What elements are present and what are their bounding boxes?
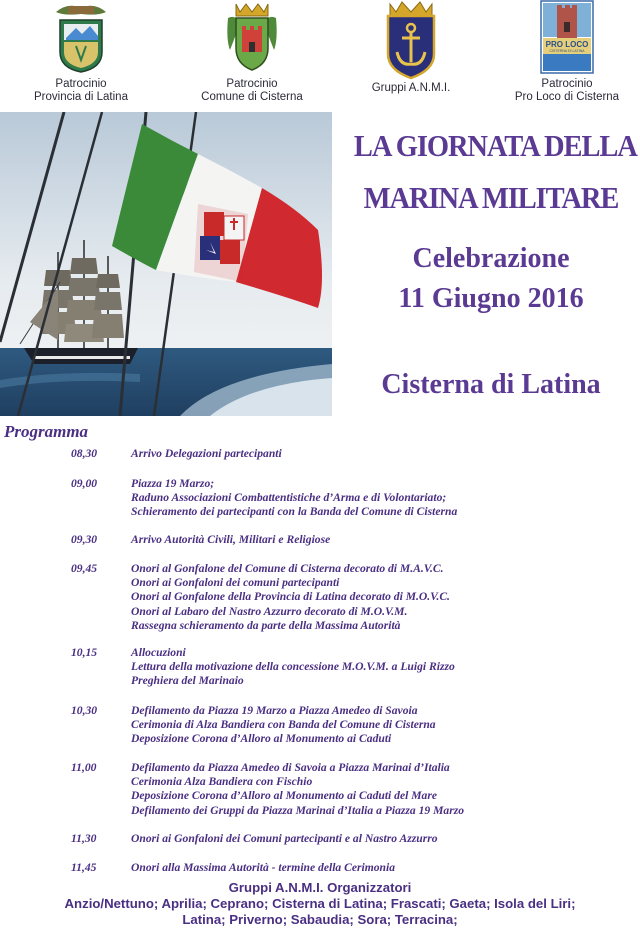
sponsor-pro-loco [500,0,634,104]
event-subtitle: Celebrazione [412,243,570,274]
schedule-activity: Onori alla Massima Autorità - termine della Cerimonia [131,861,396,874]
schedule-time: 09,00 [71,477,98,490]
anmi-anchor-crest-icon [380,0,442,80]
tall-ship-flag-photo [0,112,332,416]
schedule-activity: Lettura della motivazione della concessione M.O.V.M. a Luigi Rizzo [131,660,455,674]
organizers-heading: Gruppi A.N.M.I. Organizzatori [228,880,412,895]
event-location: Cisterna di Latina [381,369,601,400]
organizers-list-line1: Anzio/Nettuno; Aprilia; Ceprano; Cisterna di Latina; Frascati; Gaeta; Isola del Liri; [64,896,576,911]
schedule-activity: Piazza 19 Marzo; [131,477,215,490]
schedule-time: 09,45 [71,562,98,575]
schedule-activity: Defilamento dei Gruppi da Piazza Marinai d’Italia a Piazza 19 Marzo [131,803,465,817]
schedule-time: 11,00 [71,761,97,774]
provincia-latina-crest-icon [46,0,116,74]
schedule-time: 09,30 [71,533,98,546]
schedule-activity: Onori al Gonfalone della Provincia di Latina decorato di M.O.V.C. [131,590,450,604]
schedule-activity: Preghiera del Marinaio [131,674,244,688]
schedule-time: 10,15 [71,646,98,659]
sponsor-line1: Gruppi A.N.M.I. [371,82,451,94]
comune-cisterna-crest-icon [222,0,282,74]
sponsor-provincia-latina [22,0,140,104]
schedule-activity: Rassegna schieramento da parte della Massima Autorità [131,618,401,632]
sponsor-line1: Patrocinio [55,78,107,90]
schedule-activity: Onori ai Gonfaloni dei Comuni partecipanti e al Nastro Azzurro [131,832,438,845]
schedule-activity: Arrivo Delegazioni partecipanti [131,447,282,460]
schedule-activity: Schieramento dei partecipanti con la Banda del Comune di Cisterna [131,505,458,519]
pro-loco-logo-text: PRO LOCO [545,40,589,49]
organizers-footer [0,880,640,928]
event-date: 11 Giugno 2016 [398,283,584,314]
sponsor-bar [0,0,640,112]
sponsor-line1: Patrocinio [541,78,593,90]
schedule-activity: Deposizione Corona d’Alloro al Monumento ai Caduti [131,732,392,746]
event-title-line1: LA GIORNATA DELLA [353,128,637,163]
organizers-list-line2: Latina; Priverno; Sabaudia; Sora; Terracina; [182,912,458,927]
sponsor-comune-cisterna [190,0,314,104]
schedule-activity: Defilamento da Piazza Amedeo di Savoia a Piazza Marinai d’Italia [131,761,450,774]
schedule-activity: Allocuzioni [131,646,186,659]
schedule-activity: Arrivo Autorità Civili, Militari e Religiose [131,533,331,546]
schedule-activity: Onori ai Gonfaloni dei comuni partecipanti [131,576,340,590]
schedule-activity: Cerimonia Alza Bandiera con Fischio [131,775,313,789]
sponsor-line2: Comune di Cisterna [201,91,303,103]
schedule-activity: Cerimonia di Alza Bandiera con Banda del Comune di Cisterna [131,718,436,732]
pro-loco-tower-icon [540,0,594,74]
schedule-time: 11,30 [71,832,97,845]
schedule-activity: Defilamento da Piazza 19 Marzo a Piazza Amedeo di Savoia [131,704,418,717]
program-heading: Programma [4,422,89,441]
schedule-activity: Raduno Associazioni Combattentistiche d’Arma e di Volontariato; [131,491,447,505]
schedule-activity: Onori al Gonfalone del Comune di Cisterna decorato di M.A.V.C. [131,562,444,575]
sponsor-line1: Patrocinio [226,78,278,90]
schedule-activity: Onori al Labaro del Nastro Azzurro decorato di M.O.V.M. [131,604,408,618]
pro-loco-logo [540,0,594,74]
schedule-activity: Deposizione Corona d’Alloro al Monumento ai Caduti del Mare [131,789,437,803]
sponsor-anmi [356,0,466,95]
sponsor-line2: Provincia di Latina [34,91,128,103]
event-title-line2: MARINA MILITARE [363,180,619,215]
schedule-time: 11,45 [71,861,97,874]
schedule-time: 08,30 [71,447,98,460]
schedule-time: 10,30 [71,704,98,717]
sponsor-line2: Pro Loco di Cisterna [514,91,620,103]
pro-loco-logo-subtext: CISTERNA DI LATINA [549,49,585,53]
